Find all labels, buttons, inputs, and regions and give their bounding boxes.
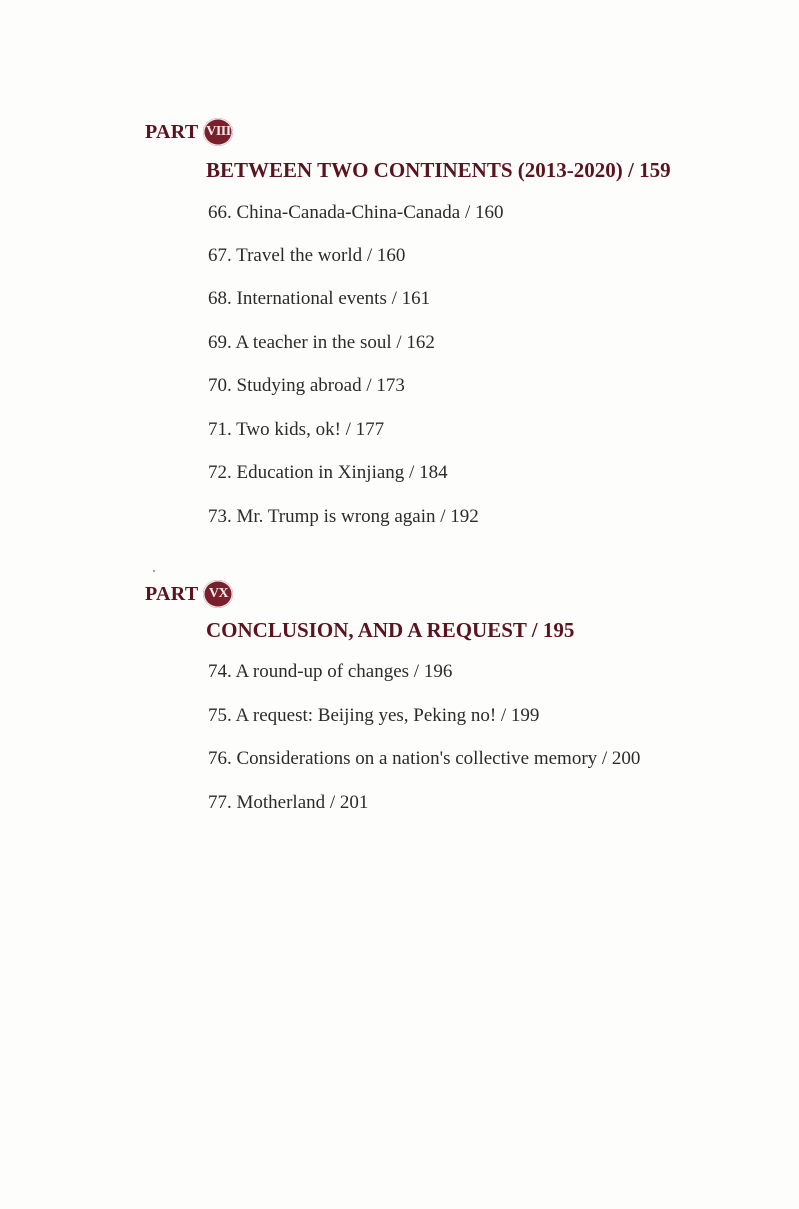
toc-chapter[interactable]: 69. A teacher in the soul / 162 (208, 332, 435, 353)
part-label: PART (145, 120, 199, 143)
toc-chapter[interactable]: 74. A round-up of changes / 196 (208, 661, 453, 682)
toc-chapter[interactable]: 73. Mr. Trump is wrong again / 192 (208, 506, 479, 527)
toc-chapter[interactable]: 75. A request: Beijing yes, Peking no! / 199 (208, 705, 540, 726)
part-heading-viii (145, 118, 233, 146)
toc-chapter[interactable]: 71. Two kids, ok! / 177 (208, 419, 385, 440)
part-numeral-badge: VX (203, 580, 233, 608)
toc-chapter[interactable]: 70. Studying abroad / 173 (208, 375, 405, 396)
toc-chapter[interactable]: 76. Considerations on a nation's collective memory / 200 (208, 748, 641, 769)
part-title[interactable]: CONCLUSION, AND A REQUEST / 195 (206, 618, 575, 642)
toc-chapter[interactable]: 72. Education in Xinjiang / 184 (208, 462, 448, 483)
part-heading-vx (145, 580, 233, 608)
toc-chapter[interactable]: 66. China-Canada-China-Canada / 160 (208, 202, 504, 223)
toc-chapter[interactable]: 68. International events / 161 (208, 288, 431, 309)
toc-chapter[interactable]: 77. Motherland / 201 (208, 792, 369, 813)
toc-chapter[interactable]: 67. Travel the world / 160 (208, 245, 406, 266)
part-title[interactable]: BETWEEN TWO CONTINENTS (2013-2020) / 159 (206, 158, 671, 182)
part-numeral-badge: VIII (203, 118, 233, 146)
stray-mark (153, 570, 155, 572)
part-label: PART (145, 582, 199, 605)
